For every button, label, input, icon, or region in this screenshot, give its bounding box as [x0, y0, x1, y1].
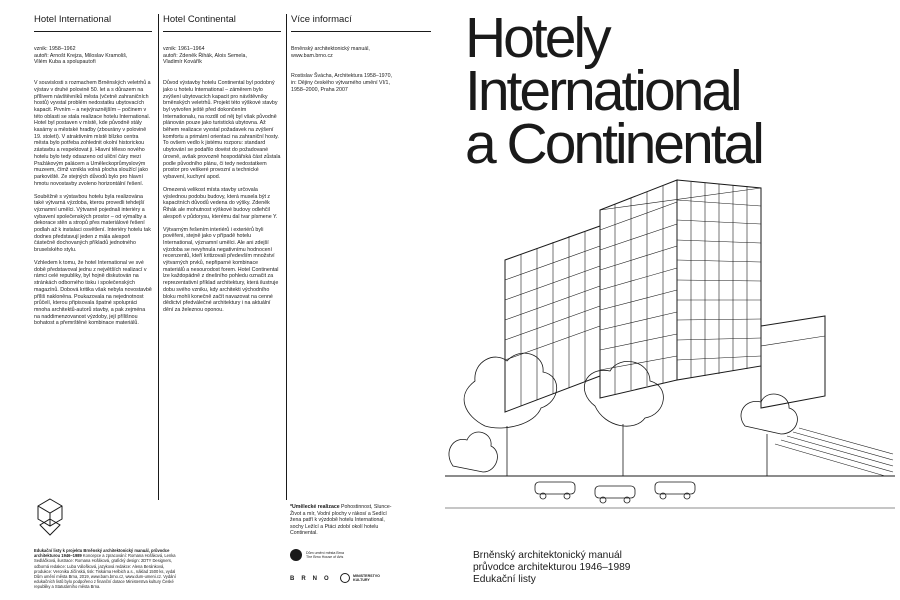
column-divider: [286, 14, 287, 500]
dum-umeni-label: [306, 551, 344, 560]
credits-line: autoři: Arnošt Krejza, Miloslav Kramoliš,: [34, 52, 128, 59]
info-line: in: Dějiny českého výtvarného umění VI/1,: [291, 80, 390, 87]
partner-label: KULTURY: [353, 578, 370, 583]
credits-line: vznik: 1958–1962: [34, 46, 76, 52]
info-line: 1958–2000, Praha 2007: [291, 86, 348, 93]
imprint: [34, 548, 176, 590]
imprint-title: Edukační listy k projektu Brněnský architektonický manuál, průvodce architekturou 1946–1989: [34, 548, 170, 559]
body-paragraph: Souběžně s výstavbou hotelu byla realizována také výtvarná výzdoba, kterou provedli tehdejší významní umělci. Výtvarně pojednali interiéry a vybavení společenských prostor – od výmalby a dekorace stěn a stropů přes materiálové řešení podlah až k instalaci osvětlení. Interiéry hotelu tak dodnes představují jeden z mála alespoň částečně dochovaných příkladů jednotného bruselského stylu.: [34, 193, 151, 254]
ministry-logo-icon: [340, 573, 350, 583]
subtitle-line: průvodce architekturou 1946–1989: [473, 562, 631, 573]
imprint-text: Koncepce a zpracování: Romana Hořáková, Lenka Sedláčková, ilustrace: Romana Hořáková, grafický design: 2DTY Designers, odborná redakce: Luba Válošková, jazyková redakce: Alena Beránková, produkce: Veronika Jičínská, tisk: Tiskárna Helbich a.s., náklad 1500 ks, vydal Dům umění města Brna, 2019, www.bam.brno.cz, www.dum-umeni.cz. Vydání edukačních listů bylo podpořeno z finanční dotace Ministerstva kultury České republiky a Statutárního města Brna.: [34, 553, 176, 590]
credits: [163, 46, 281, 66]
subtitle-line: Edukační listy: [473, 574, 536, 585]
info-line: Brněnský architektonický manuál,: [291, 46, 370, 52]
credits-line: autoři: Zdeněk Řihák, Alois Semela,: [163, 52, 247, 59]
partner-label: Dům umění města Brna: [306, 551, 344, 555]
partner-label: MINISTERSTVO: [353, 574, 380, 578]
cover-title: [465, 6, 895, 176]
body-paragraph: Omezená velikost místa stavby určovala výslednou podobu budovy, která musela být z kapacitních důvodů vedena do výšky. Zdeněk Řihák ale mohutnost výškové budovy odlehčil alespoň v půdorysu, kterému dal tvar písmene Y.: [163, 186, 278, 220]
column-hotel-international: [34, 14, 152, 333]
title-line: a Continental: [465, 112, 762, 176]
credits: [34, 46, 152, 66]
body-paragraph: Výtvarným řešením interiérů i exteriérů byli pověřeni, stejně jako v případě hotelu International, významní umělci. Ale ani zdejší výzdoba se nevyhnula negativnímu hodnocení recenzentů, kteří kritizovali především množství výtvarných prvků, nepřiparné kombinace materiálů a nesourodost forem. Hotel Continental lze každopádně z dnešního pohledu označit za reprezentativní příklad architektury, která ilustruje dobu svého vzniku, kdy architekti východního bloku mohli konečně začít navazovat na cenné dědictví předválečné architektury i na aktuální dění za železnou oponou.: [163, 226, 279, 313]
title-line: Hotely: [465, 6, 609, 70]
credits-line: Vilém Kuba a spolupautoři: [34, 59, 96, 66]
cover-subtitle: [473, 550, 733, 586]
bam-logo-icon: [36, 497, 64, 537]
column-hotel-continental: [163, 14, 281, 320]
partner-logos: [290, 549, 460, 594]
artwork-note: [290, 504, 394, 537]
subtitle-line: Brněnský architektonický manuál: [473, 550, 622, 561]
note-text: Pohostinnost, Slunce-Život a mír, Vodní plochy v rákosí a Sedící žena patří k výzdobě hotelu International, sochy Ležící a Ptáci zdobí okolí hotelu Continental.: [290, 504, 392, 537]
title-line: International: [465, 59, 740, 123]
dum-umeni-logo-icon: [290, 549, 302, 561]
column-heading: Hotel Continental: [163, 14, 281, 32]
info-block: [291, 46, 431, 59]
credits-line: Vladimír Kovářík: [163, 59, 202, 66]
info-link[interactable]: www.bam.brno.cz: [291, 52, 333, 59]
column-heading: Více informací: [291, 14, 431, 32]
credits-line: vznik: 1961–1964: [163, 46, 205, 52]
hotel-line-drawing: [445, 176, 895, 516]
partner-label: The Brno House of Arts: [306, 555, 344, 560]
column-heading: Hotel International: [34, 14, 152, 32]
info-block: [291, 73, 431, 93]
column-divider: [158, 14, 159, 500]
body-paragraph: Vzhledem k tomu, že hotel International ve své době představoval jednu z největších realizací v rámci celé republiky, byl hojně diskutován na stránkách odborného tisku i společenských magazínů. Dobová kritika však nebyla novostavbě příliš nakloněna. Poukazovala na nejednotnost průčelí, kterou připisovala špatné spolupráci mnoha architektů-autorů stavby, a pak zejména na naddimenzovanost výzdoby, její přílišnou bohatost a přemrštěné kombinace materiálů.: [34, 260, 152, 327]
note-title: *Umělecké realizace: [290, 504, 340, 510]
info-line: Rostislav Švácha, Architektura 1958–1970,: [291, 73, 392, 80]
brno-logo: BRNO: [290, 576, 336, 582]
body-paragraph: V souvislosti s rozmachem Brněnských veletrhů a výstav v druhé polovině 50. let a s důrazem na přílivem návštěvníků města (včetně zahraničních hostů) vyvstal problém nedostatku ubytovacích kapacit. Prvním – a nejvýraznějším – počinem v této oblasti se stala realizace hotelu International. Hotel byl postaven v místě, kde původně stály kasárny a městské hradby (zbourány v polovině 19. století). V atraktivním místě blízko centra města bylo potřeba zohlednit okolní historickou zástavbu a respektovat ji. Hlavní těleso nového hotelu bylo tedy odsazeno od uliční čáry mezi Pražákovým palácem a Uměleckoprůmyslovým muzeem, čímž vznikla volná plocha sloužící jako parkoviště. Ze stejných důvodů bylo pro hlavní hmotu novostavby zvoleno horizontální řešení.: [34, 80, 151, 187]
ministry-label: [353, 574, 380, 583]
body-paragraph: Důvod výstavby hotelu Continental byl podobný jako u hotelu International – záměrem bylo zvýšení ubytovacích kapacit pro návštěvníky brněnských veletrhů. Projekt této výškové stavby byl vytvořen ještě před dokončením Internationalu, na rozdíl od něj byl však původně plánován pouze jako turistická ubytovna. Až během realizace vyvstal požadavek na zvýšení komfortu a primární orientaci na zahraniční hosty. To ovšem vedlo k jistému rozporu: standard ubytování se podařilo dovést do požadované úrovně, avšak provozně hospodářská část zůstala podle původního plánu, či tedy nedostatkem prostor pro veškeré provozní a technické vybavení, kuchyní apod.: [163, 80, 281, 180]
column-more-info: [291, 14, 431, 94]
